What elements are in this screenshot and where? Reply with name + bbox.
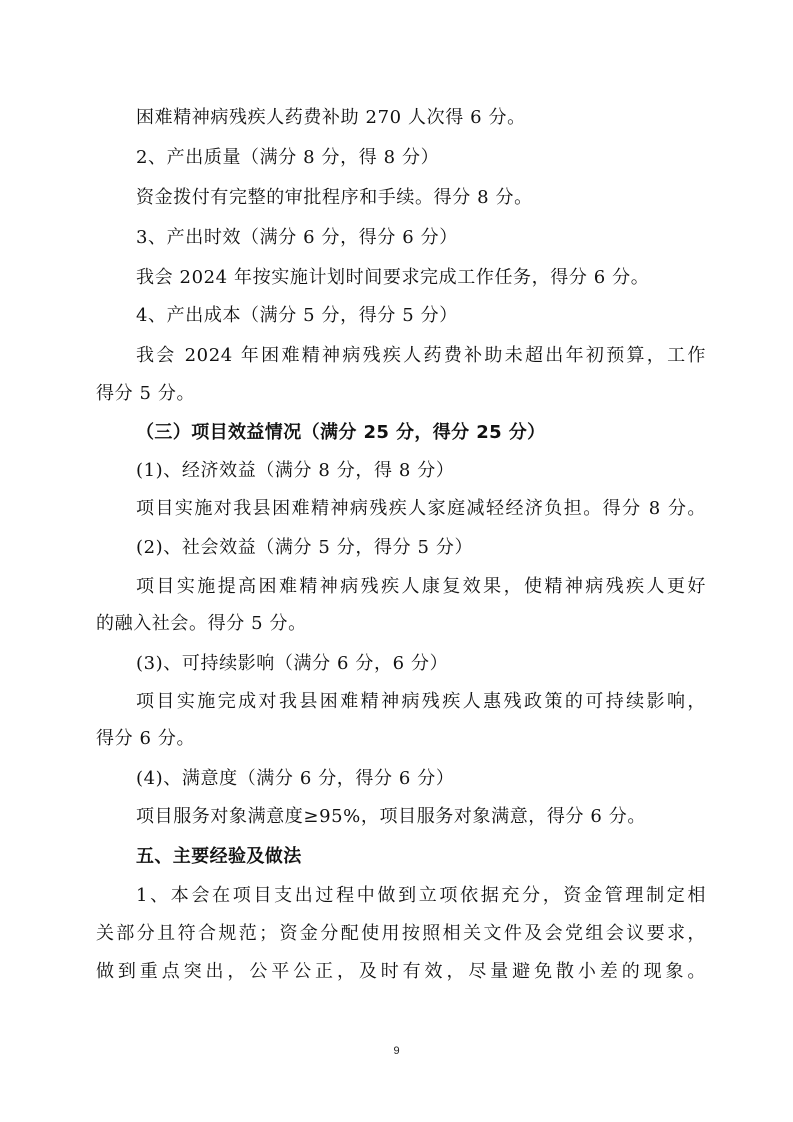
paragraph-line: 关部分且符合规范；资金分配使用按照相关文件及会党组会议要求， [96, 923, 706, 944]
section-heading-output-cost: 4、产出成本（满分 5 分，得分 5 分） [136, 305, 458, 326]
paragraph-line: 得分 5 分。 [96, 383, 196, 404]
section-heading-project-benefits: （三）项目效益情况（满分 25 分，得分 25 分） [136, 422, 546, 443]
section-heading-main-experience: 五、主要经验及做法 [136, 846, 302, 867]
page-number: 9 [393, 1045, 400, 1057]
paragraph-line: 我会 2024 年困难精神病残疾人药费补助未超出年初预算，工作 [136, 345, 706, 366]
paragraph-line: 困难精神病残疾人药费补助 270 人次得 6 分。 [136, 107, 526, 128]
section-heading-output-timeliness: 3、产出时效（满分 6 分，得分 6 分） [136, 227, 458, 248]
paragraph-line: 项目实施提高困难精神病残疾人康复效果，使精神病残疾人更好 [136, 576, 706, 597]
section-heading-sustainability: (3)、可持续影响（满分 6 分，6 分） [136, 653, 449, 674]
section-heading-output-quality: 2、产出质量（满分 8 分，得 8 分） [136, 147, 440, 168]
paragraph-line: 我会 2024 年按实施计划时间要求完成工作任务，得分 6 分。 [136, 267, 650, 288]
section-heading-satisfaction: (4)、满意度（满分 6 分，得分 6 分） [136, 768, 455, 789]
paragraph-line: 的融入社会。得分 5 分。 [96, 613, 307, 634]
paragraph-line: 项目服务对象满意度≥95%，项目服务对象满意，得分 6 分。 [136, 806, 646, 827]
section-heading-economic-benefit: (1)、经济效益（满分 8 分，得 8 分） [136, 460, 455, 481]
section-heading-social-benefit: (2)、社会效益（满分 5 分，得分 5 分） [136, 537, 474, 558]
paragraph-line: 资金拨付有完整的审批程序和手续。得分 8 分。 [136, 187, 533, 208]
paragraph-line: 1、本会在项目支出过程中做到立项依据充分，资金管理制定相 [136, 885, 706, 906]
paragraph-line: 做到重点突出，公平公正，及时有效，尽量避免散小差的现象。 [96, 961, 706, 982]
paragraph-line: 项目实施完成对我县困难精神病残疾人惠残政策的可持续影响， [136, 691, 706, 712]
paragraph-line: 得分 6 分。 [96, 728, 196, 749]
paragraph-line: 项目实施对我县困难精神病残疾人家庭减轻经济负担。得分 8 分。 [136, 498, 706, 519]
